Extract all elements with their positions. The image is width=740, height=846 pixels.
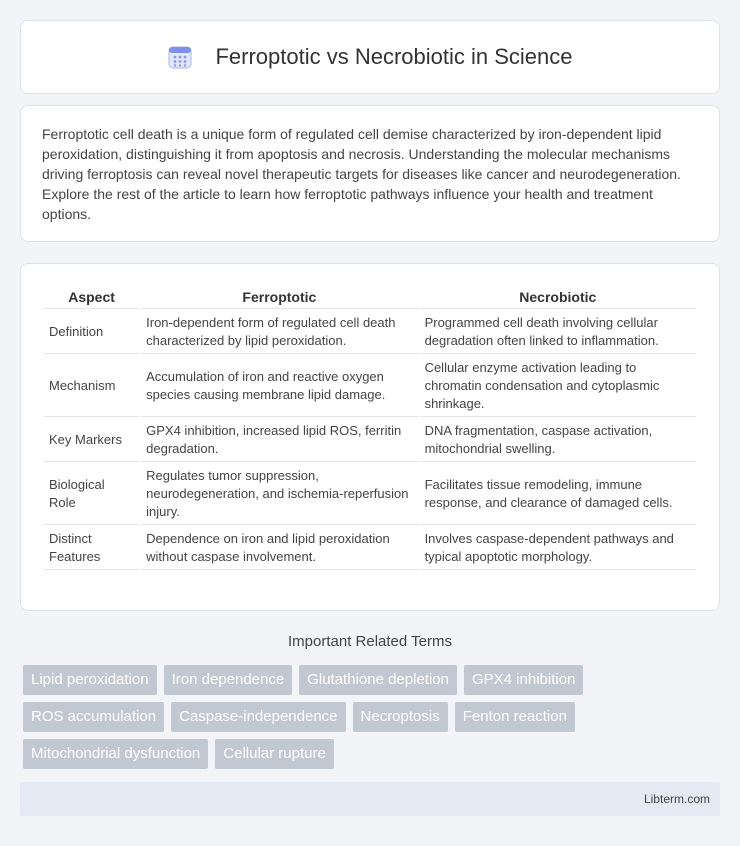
intro-card [20, 105, 720, 242]
row-aspect: Mechanism [44, 356, 139, 417]
header-necrobiotic: Necrobiotic [420, 286, 696, 309]
page-title: Ferroptotic vs Necrobiotic in Science [215, 44, 573, 69]
row-necrobiotic: Facilitates tissue remodeling, immune response, and clearance of damaged cells. [420, 464, 696, 525]
tag-necroptosis[interactable]: Necroptosis [353, 702, 448, 732]
row-necrobiotic: Involves caspase-dependent pathways and typical apoptotic morphology. [420, 527, 696, 570]
row-ferroptotic: Regulates tumor suppression, neurodegeneration, and ischemia-reperfusion injury. [141, 464, 417, 525]
table-row [44, 419, 696, 462]
row-ferroptotic: GPX4 inhibition, increased lipid ROS, ferritin degradation. [141, 419, 417, 462]
header-aspect: Aspect [44, 286, 139, 309]
footer [20, 782, 720, 816]
tag-lipid-peroxidation[interactable]: Lipid peroxidation [23, 665, 157, 695]
table-row [44, 527, 696, 570]
row-aspect: Definition [44, 311, 139, 354]
calendar-grid-icon [167, 44, 193, 70]
tag-ros-accumulation[interactable]: ROS accumulation [23, 702, 164, 732]
footer-brand[interactable]: Libterm.com [643, 792, 710, 806]
table-row [44, 356, 696, 417]
row-ferroptotic: Dependence on iron and lipid peroxidation without caspase involvement. [141, 527, 417, 570]
tag-mitochondrial-dysfunction[interactable]: Mitochondrial dysfunction [23, 739, 208, 769]
row-aspect: Distinct Features [44, 527, 139, 570]
title-card [20, 20, 720, 94]
tag-gpx4-inhibition[interactable]: GPX4 inhibition [464, 665, 583, 695]
row-ferroptotic: Accumulation of iron and reactive oxygen species causing membrane lipid damage. [141, 356, 417, 417]
tag-fenton-reaction[interactable]: Fenton reaction [455, 702, 575, 732]
tag-caspase-independence[interactable]: Caspase-independence [171, 702, 345, 732]
related-terms-section [20, 633, 720, 776]
row-necrobiotic: DNA fragmentation, caspase activation, mitochondrial swelling. [420, 419, 696, 462]
comparison-table-card [20, 263, 720, 611]
table-header-row [44, 286, 696, 309]
row-necrobiotic: Programmed cell death involving cellular degradation often linked to inflammation. [420, 311, 696, 354]
row-aspect: Key Markers [44, 419, 139, 462]
tag-glutathione-depletion[interactable]: Glutathione depletion [299, 665, 457, 695]
tag-iron-dependence[interactable]: Iron dependence [164, 665, 293, 695]
related-terms-tags [20, 665, 720, 776]
header-ferroptotic: Ferroptotic [141, 286, 417, 309]
related-terms-title: Important Related Terms [288, 633, 452, 650]
table-row [44, 464, 696, 525]
row-aspect: Biological Role [44, 464, 139, 525]
table-row [44, 311, 696, 354]
row-necrobiotic: Cellular enzyme activation leading to chromatin condensation and cytoplasmic shrinkage. [420, 356, 696, 417]
comparison-table [42, 284, 698, 572]
tag-cellular-rupture[interactable]: Cellular rupture [215, 739, 334, 769]
row-ferroptotic: Iron-dependent form of regulated cell death characterized by lipid peroxidation. [141, 311, 417, 354]
intro-text: Ferroptotic cell death is a unique form of regulated cell demise characterized by iron-dependent lipid peroxidation, distinguishing it from apoptosis and necrosis. Understanding the molecular mechanisms driving ferroptosis can reveal novel therapeutic targets for diseases like cancer and neurodegeneration. Explore the rest of the article to learn how ferroptotic pathways influence your health and treatment options. [42, 126, 681, 222]
